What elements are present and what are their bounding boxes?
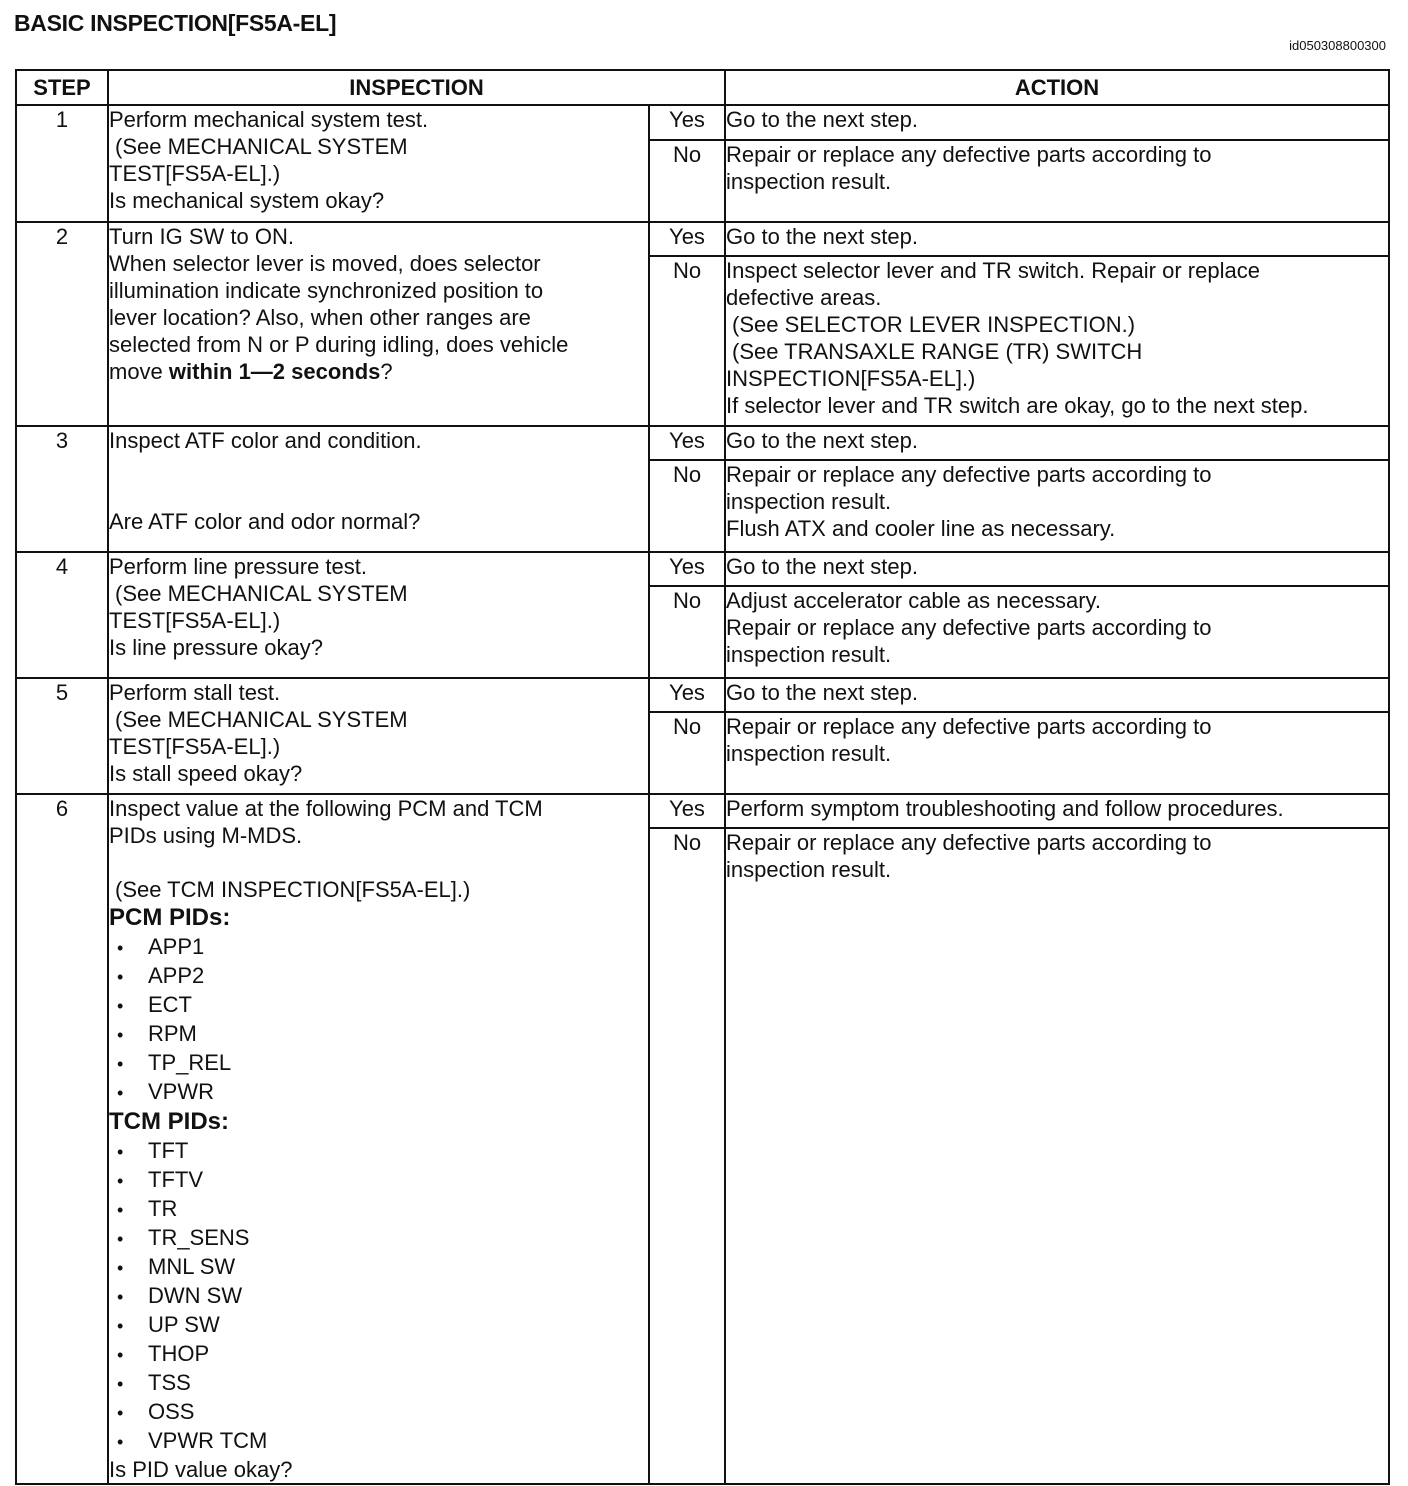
inspection-question: [109, 358, 648, 385]
action-reference: (See TRANSAXLE RANGE (TR) SWITCH: [732, 339, 1143, 364]
list-item: [117, 1166, 648, 1195]
step-5-inspection: [108, 678, 649, 794]
step-1-yes-action: [725, 105, 1389, 140]
yes-label: Yes: [649, 105, 725, 140]
step-2-inspection: [108, 222, 649, 426]
action-line: Repair or replace any defective parts according to: [726, 462, 1212, 487]
action-line: inspection result.: [726, 741, 892, 766]
no-label: No: [649, 460, 725, 552]
table-header-row: [16, 70, 1389, 105]
inspection-line: PIDs using M-MDS.: [109, 823, 303, 848]
blank-space: [109, 454, 648, 508]
action-column-header: ACTION: [725, 70, 1389, 105]
no-label: No: [649, 828, 725, 1484]
list-item: [117, 933, 648, 962]
bullet-icon: •: [117, 938, 124, 958]
action-line: inspection result.: [726, 857, 892, 882]
inspection-line: TEST[FS5A-EL].): [109, 161, 281, 186]
step-5-yes-action: [725, 678, 1389, 712]
list-item: [117, 1311, 648, 1340]
bullet-icon: •: [117, 1316, 124, 1336]
no-label: No: [649, 140, 725, 222]
bullet-icon: •: [117, 1200, 124, 1220]
action-line: Go to the next step.: [726, 554, 919, 579]
inspection-line: Inspect ATF color and condition.: [109, 428, 422, 453]
action-line: Repair or replace any defective parts according to: [726, 714, 1212, 739]
pid-name: UP SW: [148, 1312, 220, 1337]
pid-name: TSS: [148, 1370, 191, 1395]
document-id: id050308800300: [1289, 38, 1386, 53]
pid-name: TFT: [148, 1138, 189, 1163]
pcm-pid-list: [109, 933, 648, 1107]
step-3-yes-action: [725, 426, 1389, 460]
list-item: [117, 991, 648, 1020]
pid-name: TP_REL: [148, 1050, 232, 1075]
action-line: Go to the next step.: [726, 428, 919, 453]
action-line: Repair or replace any defective parts according to: [726, 830, 1212, 855]
action-line: Go to the next step.: [726, 680, 919, 705]
inspection-question: Is mechanical system okay?: [109, 188, 385, 213]
inspection-text: move: [109, 359, 169, 384]
pid-name: ECT: [148, 992, 192, 1017]
no-label: No: [649, 256, 725, 426]
pid-name: THOP: [148, 1341, 210, 1366]
inspection-reference: (See MECHANICAL SYSTEM: [115, 581, 408, 606]
yes-label: Yes: [649, 426, 725, 460]
time-limit-emphasis: within 1—2 seconds: [168, 359, 381, 384]
action-line: Flush ATX and cooler line as necessary.: [726, 516, 1116, 541]
list-item: [117, 1195, 648, 1224]
pid-name: TFTV: [148, 1167, 203, 1192]
inspection-line: selected from N or P during idling, does vehicle: [109, 332, 569, 357]
list-item: [117, 962, 648, 991]
inspection-reference: (See MECHANICAL SYSTEM: [115, 134, 408, 159]
no-label: No: [649, 586, 725, 678]
bullet-icon: •: [117, 1258, 124, 1278]
step-6-no-action: [725, 828, 1389, 1484]
list-item: [117, 1398, 648, 1427]
pid-name: RPM: [148, 1021, 197, 1046]
pid-name: DWN SW: [148, 1283, 243, 1308]
list-item: [117, 1282, 648, 1311]
step-4-inspection: [108, 552, 649, 678]
step-5-yes-row: [16, 678, 1389, 712]
step-2-yes-action: [725, 222, 1389, 256]
bullet-icon: •: [117, 1287, 124, 1307]
inspection-question: Is line pressure okay?: [109, 635, 323, 660]
inspection-line: Perform mechanical system test.: [109, 107, 429, 132]
tcm-pids-heading: TCM PIDs:: [109, 1108, 229, 1135]
list-item: [117, 1340, 648, 1369]
step-number: 1: [16, 105, 108, 222]
pid-name: VPWR: [148, 1079, 214, 1104]
inspection-line: lever location? Also, when other ranges are: [109, 305, 531, 330]
inspection-line: Inspect value at the following PCM and TCM: [109, 796, 543, 821]
yes-label: Yes: [649, 678, 725, 712]
step-column-header: STEP: [16, 70, 108, 105]
action-line: Go to the next step.: [726, 107, 919, 132]
action-line: Adjust accelerator cable as necessary.: [726, 588, 1101, 613]
pcm-pids-heading: PCM PIDs:: [109, 904, 231, 931]
pid-name: APP2: [148, 963, 205, 988]
inspection-line: TEST[FS5A-EL].): [109, 608, 281, 633]
yes-label: Yes: [649, 794, 725, 828]
bullet-icon: •: [117, 1374, 124, 1394]
action-reference: (See SELECTOR LEVER INSPECTION.): [732, 312, 1136, 337]
action-line: If selector lever and TR switch are okay, go to the next step.: [726, 393, 1309, 418]
tcm-pid-list: [109, 1137, 648, 1456]
inspection-question: Is PID value okay?: [109, 1457, 293, 1482]
step-number: 6: [16, 794, 108, 1484]
inspection-line: illumination indicate synchronized position to: [109, 278, 544, 303]
bullet-icon: •: [117, 967, 124, 987]
inspection-reference: (See MECHANICAL SYSTEM: [115, 707, 408, 732]
step-1-no-action: [725, 140, 1389, 222]
step-4-yes-row: [16, 552, 1389, 586]
pid-name: OSS: [148, 1399, 195, 1424]
no-label: No: [649, 712, 725, 794]
action-line: inspection result.: [726, 489, 892, 514]
step-number: 3: [16, 426, 108, 552]
step-1-yes-row: [16, 105, 1389, 140]
pid-name: TR: [148, 1196, 178, 1221]
bullet-icon: •: [117, 1403, 124, 1423]
pid-name: VPWR TCM: [148, 1428, 268, 1453]
list-item: [117, 1253, 648, 1282]
list-item: [117, 1137, 648, 1166]
step-4-no-action: [725, 586, 1389, 678]
blank-space: [109, 849, 648, 876]
step-number: 2: [16, 222, 108, 426]
basic-inspection-table: [15, 69, 1390, 1485]
bullet-icon: •: [117, 1025, 124, 1045]
yes-label: Yes: [649, 222, 725, 256]
inspection-question: Are ATF color and odor normal?: [109, 509, 421, 534]
inspection-text: ?: [380, 359, 393, 384]
list-item: [117, 1049, 648, 1078]
step-5-no-action: [725, 712, 1389, 794]
inspection-question: Is stall speed okay?: [109, 761, 303, 786]
step-number: 4: [16, 552, 108, 678]
action-line: inspection result.: [726, 169, 892, 194]
list-item: [117, 1224, 648, 1253]
bullet-icon: •: [117, 1171, 124, 1191]
inspection-line: When selector lever is moved, does selector: [109, 251, 541, 276]
inspection-column-header: INSPECTION: [108, 70, 725, 105]
action-line: Repair or replace any defective parts according to: [726, 142, 1212, 167]
inspection-reference: (See TCM INSPECTION[FS5A-EL].): [115, 877, 471, 902]
list-item: [117, 1078, 648, 1107]
step-3-inspection: [108, 426, 649, 552]
list-item: [117, 1369, 648, 1398]
step-6-inspection: [108, 794, 649, 1484]
action-line: Inspect selector lever and TR switch. Repair or replace: [726, 258, 1260, 283]
bullet-icon: •: [117, 1432, 124, 1452]
action-line: inspection result.: [726, 642, 892, 667]
bullet-icon: •: [117, 1229, 124, 1249]
step-6-yes-action: [725, 794, 1389, 828]
step-number: 5: [16, 678, 108, 794]
bullet-icon: •: [117, 1142, 124, 1162]
action-line: Go to the next step.: [726, 224, 919, 249]
yes-label: Yes: [649, 552, 725, 586]
step-3-yes-row: [16, 426, 1389, 460]
inspection-line: TEST[FS5A-EL].): [109, 734, 281, 759]
bullet-icon: •: [117, 1345, 124, 1365]
inspection-line: Turn IG SW to ON.: [109, 224, 294, 249]
pid-name: TR_SENS: [148, 1225, 250, 1250]
pid-name: APP1: [148, 934, 205, 959]
step-1-inspection: [108, 105, 649, 222]
inspection-line: Perform line pressure test.: [109, 554, 367, 579]
bullet-icon: •: [117, 1054, 124, 1074]
step-2-no-action: [725, 256, 1389, 426]
step-6-yes-row: [16, 794, 1389, 828]
list-item: [117, 1020, 648, 1049]
list-item: [117, 1427, 648, 1456]
step-3-no-action: [725, 460, 1389, 552]
step-2-yes-row: [16, 222, 1389, 256]
pid-name: MNL SW: [148, 1254, 236, 1279]
action-line: Repair or replace any defective parts according to: [726, 615, 1212, 640]
action-line: INSPECTION[FS5A-EL].): [726, 366, 976, 391]
inspection-line: Perform stall test.: [109, 680, 281, 705]
bullet-icon: •: [117, 996, 124, 1016]
action-line: defective areas.: [726, 285, 882, 310]
step-4-yes-action: [725, 552, 1389, 586]
bullet-icon: •: [117, 1083, 124, 1103]
action-line: Perform symptom troubleshooting and follow procedures.: [726, 796, 1284, 821]
page-title: BASIC INSPECTION[FS5A-EL]: [14, 10, 337, 36]
